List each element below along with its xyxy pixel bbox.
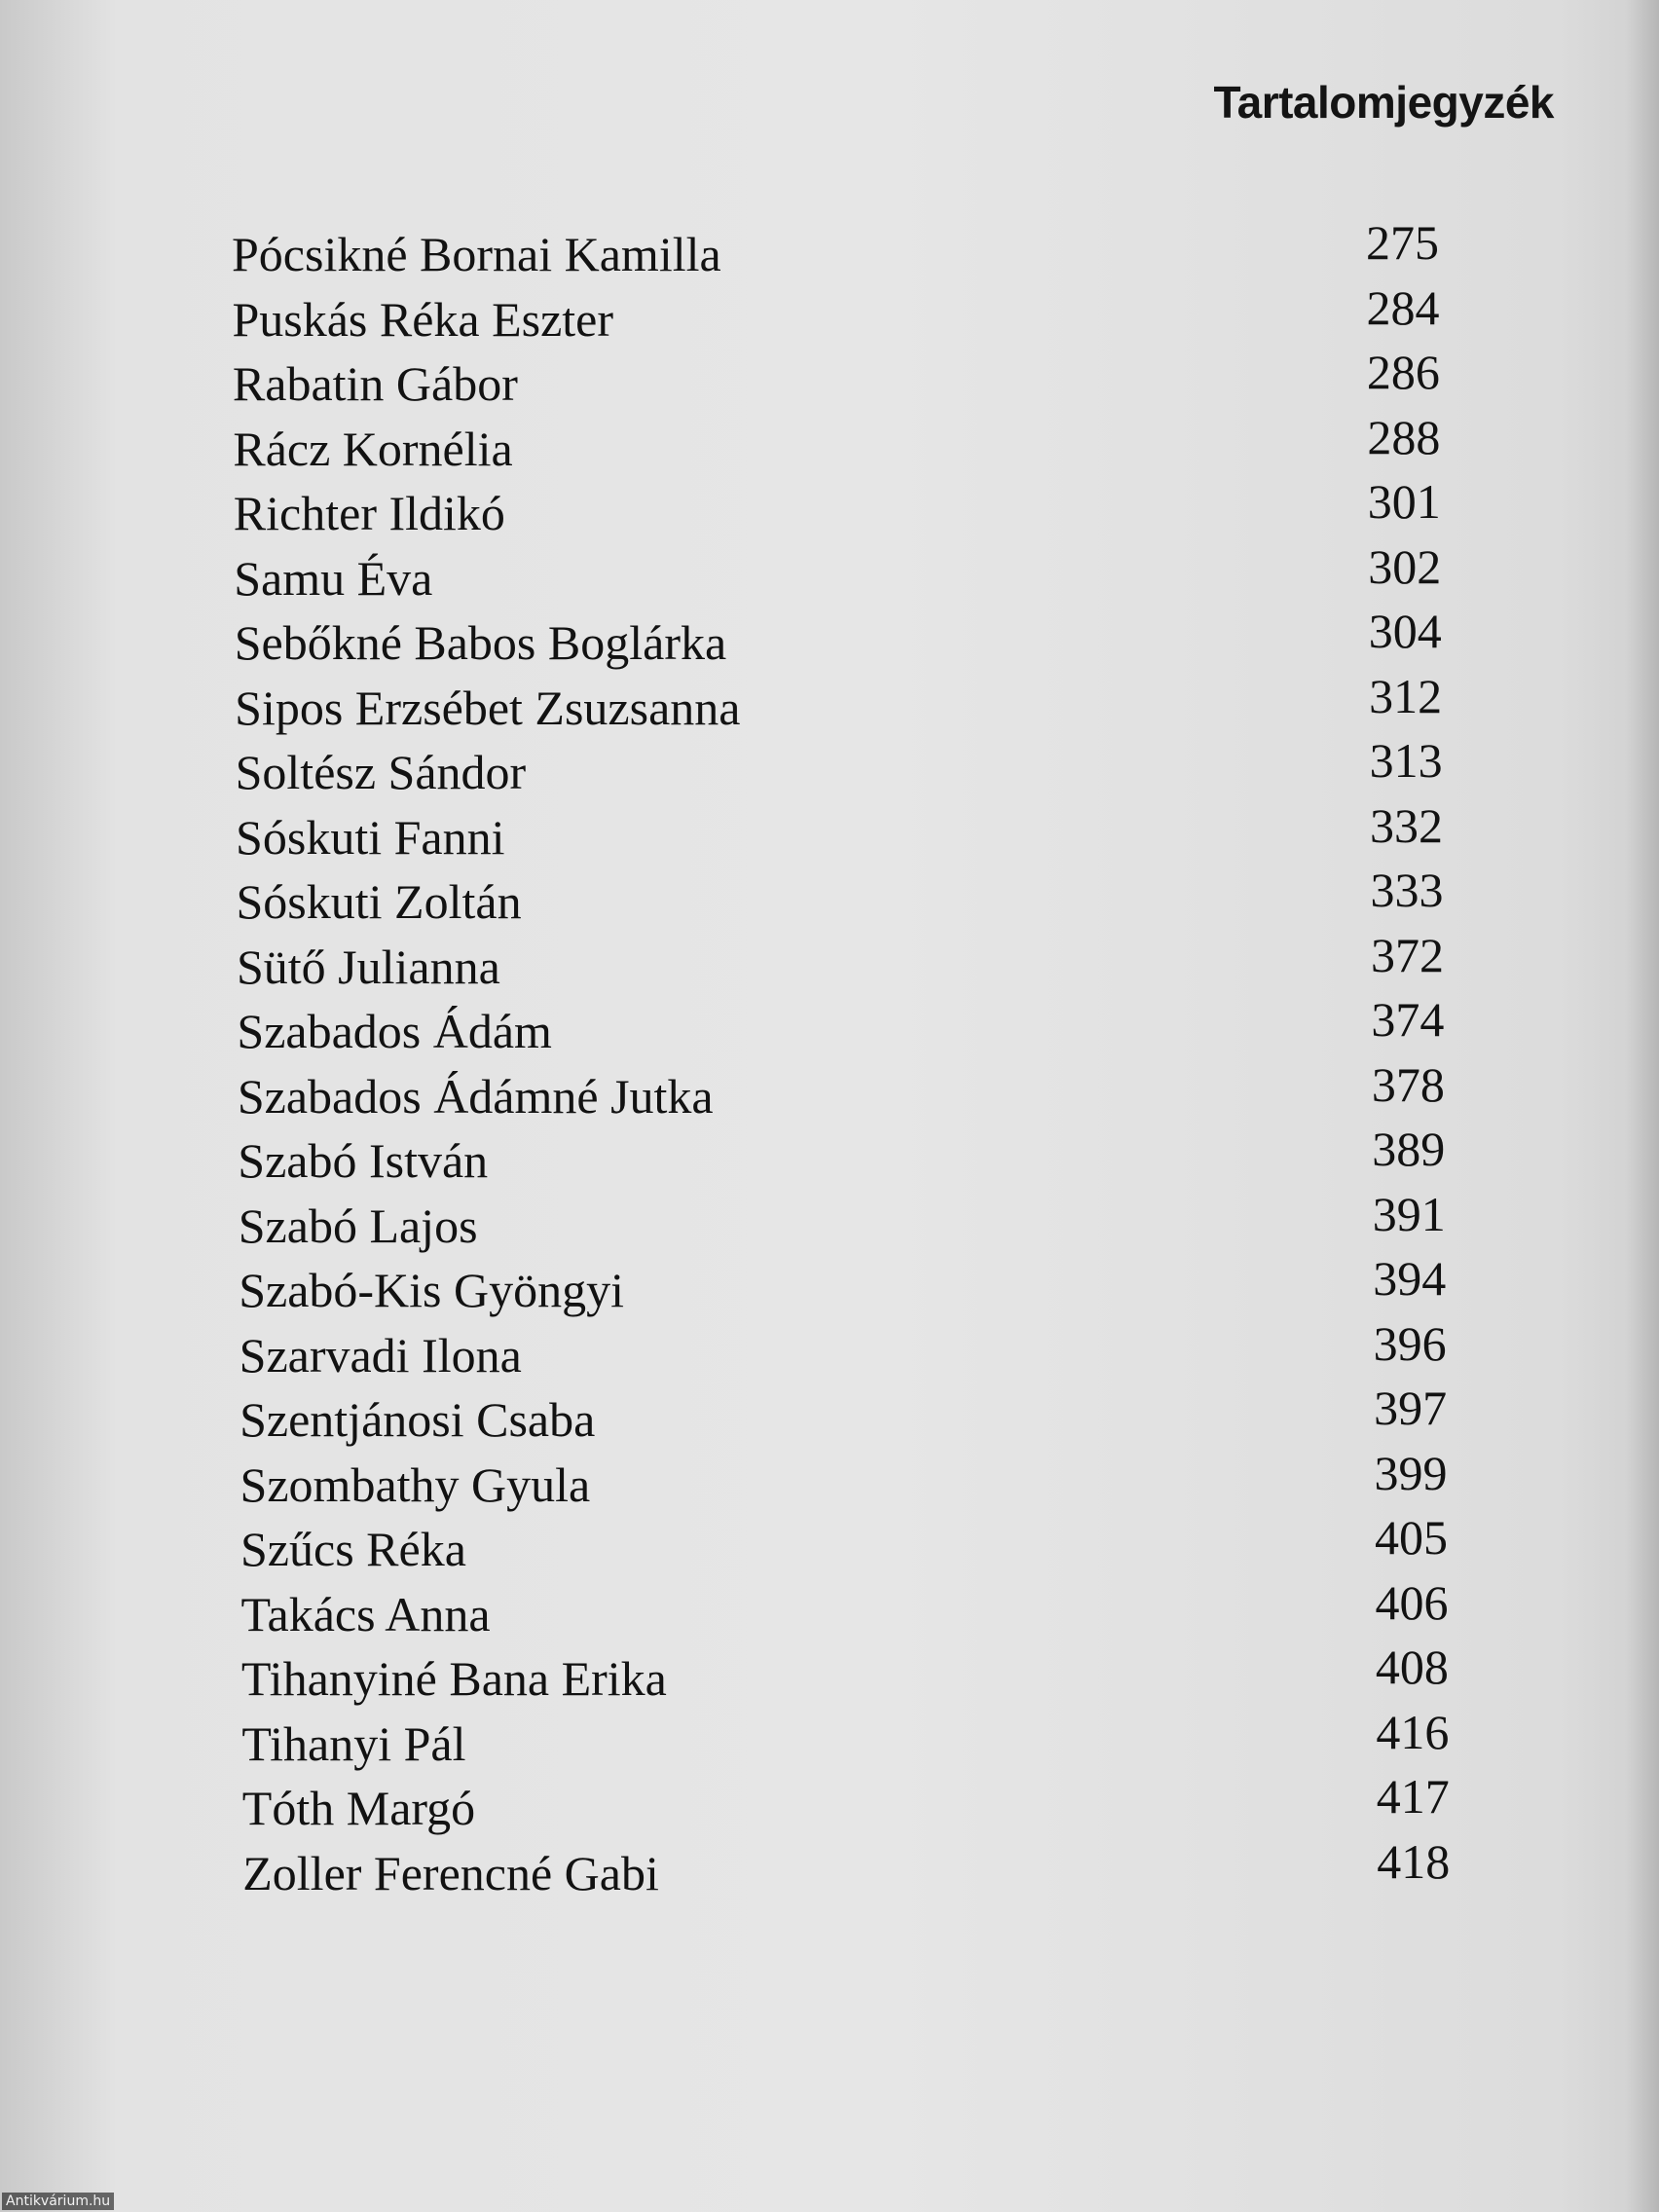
toc-entry-page-number: 374 bbox=[1371, 992, 1445, 1047]
toc-entry-name: Rabatin Gábor bbox=[232, 356, 518, 411]
toc-entry bbox=[239, 1315, 1447, 1392]
toc-entry-page-number: 417 bbox=[1376, 1769, 1450, 1824]
toc-entry bbox=[239, 1251, 1447, 1327]
toc-entry-page-number: 286 bbox=[1366, 345, 1440, 399]
toc-entry bbox=[236, 797, 1444, 874]
toc-entry-page-number: 288 bbox=[1367, 409, 1441, 464]
toc-entry-page-number: 399 bbox=[1374, 1445, 1448, 1500]
toc-entry bbox=[232, 279, 1440, 356]
toc-entry bbox=[234, 538, 1442, 615]
toc-entry-name: Soltész Sándor bbox=[235, 745, 527, 799]
toc-entry bbox=[240, 1640, 1449, 1715]
toc-entry-name: Szarvadi Ilona bbox=[239, 1327, 522, 1382]
toc-entry-page-number: 397 bbox=[1374, 1381, 1448, 1435]
toc-entry-page-number: 396 bbox=[1373, 1315, 1447, 1371]
toc-entry-page-number: 406 bbox=[1375, 1574, 1449, 1630]
toc-entry-name: Szabó István bbox=[238, 1133, 489, 1188]
toc-entry-name: Takács Anna bbox=[240, 1586, 491, 1641]
toc-entry bbox=[232, 345, 1440, 421]
toc-entry bbox=[240, 1510, 1448, 1586]
toc-entry bbox=[240, 1381, 1448, 1456]
toc-entry bbox=[235, 733, 1443, 809]
toc-entry-page-number: 389 bbox=[1372, 1122, 1446, 1176]
toc-entry-name: Sütő Julianna bbox=[236, 939, 500, 994]
toc-entry bbox=[236, 863, 1444, 939]
toc-entry bbox=[232, 215, 1439, 291]
toc-entry-page-number: 416 bbox=[1376, 1704, 1450, 1759]
toc-entry bbox=[236, 927, 1444, 1004]
toc-entry-name: Szabados Ádám bbox=[237, 1004, 552, 1058]
toc-entry-page-number: 313 bbox=[1369, 733, 1443, 788]
toc-entry-name: Sóskuti Fanni bbox=[236, 809, 505, 865]
page-title: Tartalomjegyzék bbox=[1213, 77, 1554, 128]
toc-entry-name: Sóskuti Zoltán bbox=[236, 874, 522, 929]
page-edge-shadow bbox=[1626, 0, 1659, 2212]
toc-entry bbox=[238, 1122, 1446, 1198]
toc-entry bbox=[240, 1574, 1449, 1651]
toc-entry-name: Samu Éva bbox=[234, 550, 433, 606]
toc-entry-name: Richter Ildikó bbox=[233, 486, 505, 540]
toc-entry bbox=[241, 1704, 1450, 1781]
toc-entry-page-number: 302 bbox=[1368, 538, 1442, 594]
toc-entry bbox=[237, 1056, 1445, 1133]
toc-entry-page-number: 405 bbox=[1375, 1510, 1448, 1565]
toc-entry-page-number: 301 bbox=[1367, 474, 1441, 529]
toc-entry-name: Tihanyi Pál bbox=[241, 1715, 466, 1771]
toc-entry-name: Tihanyiné Bana Erika bbox=[240, 1651, 667, 1706]
toc-entry-name: Szabó-Kis Gyöngyi bbox=[239, 1263, 625, 1317]
toc-entry-page-number: 284 bbox=[1366, 279, 1440, 335]
toc-entry bbox=[241, 1769, 1450, 1845]
toc-entry-page-number: 372 bbox=[1370, 927, 1444, 982]
toc-entry bbox=[233, 474, 1441, 550]
toc-entry-name: Puskás Réka Eszter bbox=[232, 291, 614, 347]
toc-entry bbox=[233, 409, 1441, 486]
toc-entry-page-number: 408 bbox=[1375, 1640, 1449, 1694]
toc-entry-name: Sipos Erzsébet Zsuzsanna bbox=[235, 680, 741, 735]
toc-entry-name: Szabados Ádámné Jutka bbox=[237, 1068, 714, 1124]
toc-entry-name: Szentjánosi Csaba bbox=[240, 1392, 596, 1447]
toc-entry bbox=[234, 604, 1442, 680]
toc-entry-page-number: 418 bbox=[1377, 1833, 1451, 1889]
toc-entry-name: Zoller Ferencné Gabi bbox=[242, 1845, 659, 1900]
toc-entry-page-number: 312 bbox=[1369, 668, 1443, 723]
table-of-contents bbox=[232, 215, 1451, 1909]
toc-entry-name: Szombathy Gyula bbox=[240, 1456, 591, 1512]
toc-entry-page-number: 394 bbox=[1373, 1251, 1447, 1306]
toc-entry-name: Pócsikné Bornai Kamilla bbox=[232, 227, 721, 281]
toc-entry bbox=[242, 1833, 1451, 1910]
toc-entry-page-number: 391 bbox=[1372, 1186, 1446, 1241]
toc-entry-name: Szűcs Réka bbox=[240, 1522, 466, 1576]
toc-entry bbox=[240, 1445, 1448, 1522]
toc-entry-name: Szabó Lajos bbox=[238, 1198, 478, 1253]
toc-entry-page-number: 304 bbox=[1368, 604, 1442, 658]
watermark: Antikvárium.hu bbox=[2, 2193, 114, 2210]
toc-entry bbox=[237, 992, 1445, 1068]
toc-entry-page-number: 378 bbox=[1371, 1056, 1445, 1112]
toc-entry-page-number: 333 bbox=[1370, 863, 1444, 917]
toc-entry-page-number: 275 bbox=[1366, 215, 1439, 270]
toc-entry-name: Rácz Kornélia bbox=[233, 421, 513, 476]
toc-entry bbox=[235, 668, 1443, 745]
toc-entry-page-number: 332 bbox=[1370, 797, 1444, 853]
toc-entry-name: Sebőkné Babos Boglárka bbox=[234, 615, 727, 670]
toc-entry bbox=[238, 1186, 1446, 1263]
toc-entry-name: Tóth Margó bbox=[241, 1781, 476, 1835]
